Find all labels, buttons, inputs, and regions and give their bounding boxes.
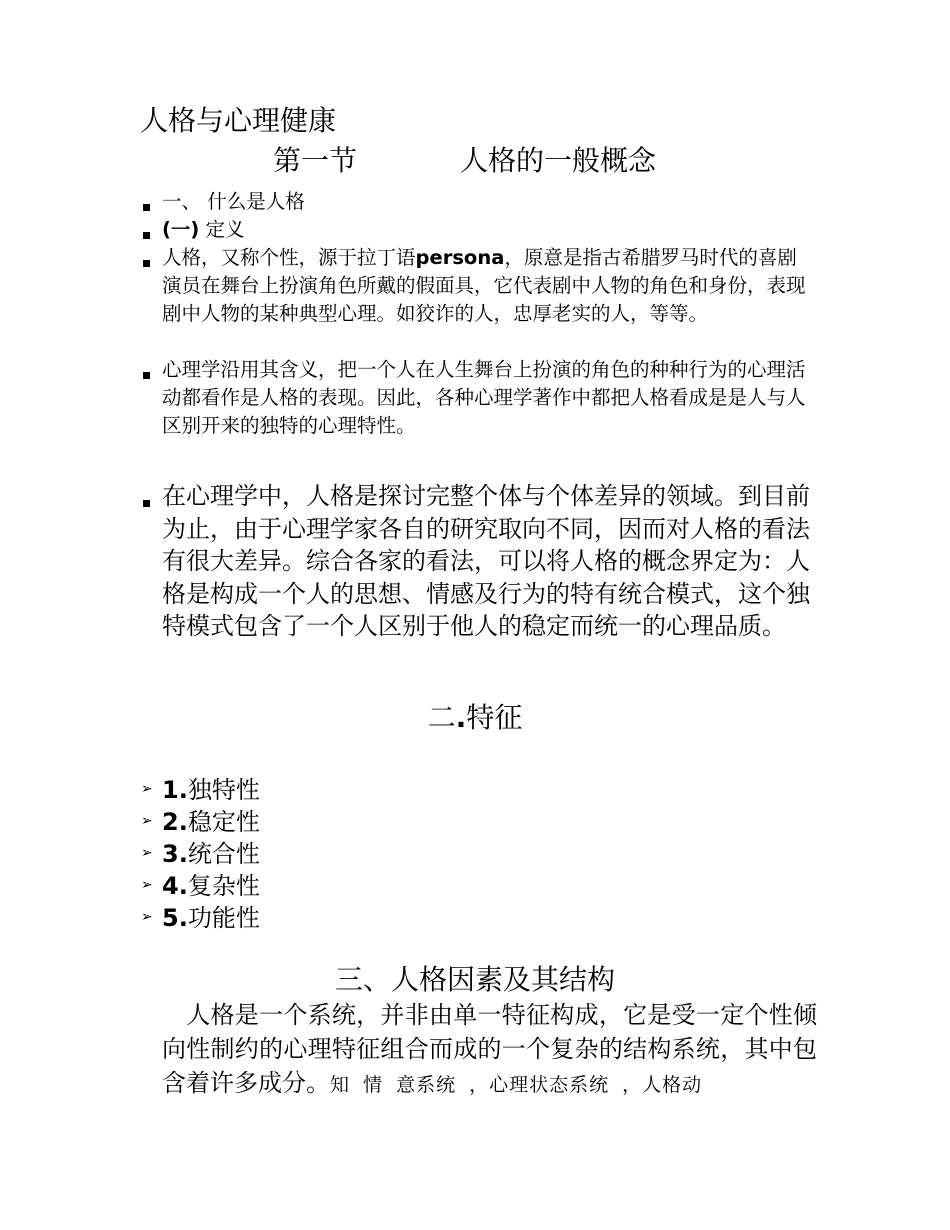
document-title: 人格与心理健康 — [140, 104, 337, 137]
features-heading: 二.特征 — [427, 701, 523, 734]
list-item — [162, 244, 812, 328]
arrow-bullet-icon: ➢ — [141, 877, 153, 893]
arrow-bullet-icon: ➢ — [141, 813, 153, 829]
structure-heading: 三、人格因素及其结构 — [334, 963, 615, 996]
subheading-what-is-personality: 一、 什么是人格 — [162, 190, 305, 213]
arrow-bullet-icon: ➢ — [141, 845, 153, 861]
list-item: ➢ 3.统合性 — [141, 840, 260, 868]
arrow-bullet-icon: ➢ — [141, 909, 153, 925]
list-item: ➢ 4.复杂性 — [141, 872, 260, 900]
definition-paragraph-1: 人格，又称个性，源于拉丁语persona，原意是指古希腊罗马时代的喜剧演员在舞台上扮演角色所戴的假面具，它代表剧中人物的角色和身份，表现剧中人物的某种典型心理。如狡诈的人，忠厚老实的人，等等。 — [162, 246, 806, 325]
definition-paragraph-2: 心理学沿用其含义，把一个人在人生舞台上扮演的角色的种种行为的心理活动都看作是人格的表现。因此，各种心理学著作中都把人格看成是是人与人区别开来的独特的心理特性。 — [162, 358, 806, 437]
list-item — [162, 356, 812, 440]
definition-paragraph-3: 在心理学中，人格是探讨完整个体与个体差异的领域。到目前为止，由于心理学家各自的研究取向不同，因而对人格的看法有很大差异。综合各家的看法，可以将人格的概念界定为：人格是构成一个人的思想、情感及行为的特有统合模式，这个独特模式包含了一个人区别于他人的稳定而统一的心理品质。 — [162, 482, 810, 640]
subheading-definition: 定义 — [199, 218, 245, 241]
list-item — [162, 216, 812, 244]
structure-paragraph: 人格是一个系统，并非由单一特征构成，它是受一定个性倾向性制约的心理特征组合而成的一个复杂的结构系统，其中包含着许多成分。知 情 意系统 ，心理状态系统 ，人格动 — [162, 1001, 817, 1097]
list-item: ➢ 5.功能性 — [141, 904, 260, 932]
list-item: ➢ 2.稳定性 — [141, 808, 260, 836]
section-number: 第一节 — [273, 144, 358, 177]
bullet-square-icon — [143, 260, 150, 267]
list-item: ➢ 1.独特性 — [141, 776, 260, 804]
bullet-square-icon — [143, 204, 150, 211]
bullet-square-icon — [143, 232, 150, 239]
bullet-square-icon — [143, 372, 150, 379]
subheading-number: (一) — [162, 218, 200, 241]
list-item — [162, 480, 812, 643]
section-title: 人格的一般概念 — [460, 144, 657, 177]
bullet-square-icon — [143, 500, 150, 507]
arrow-bullet-icon: ➢ — [141, 781, 153, 797]
latin-term: persona — [415, 246, 505, 269]
list-item — [162, 188, 812, 216]
